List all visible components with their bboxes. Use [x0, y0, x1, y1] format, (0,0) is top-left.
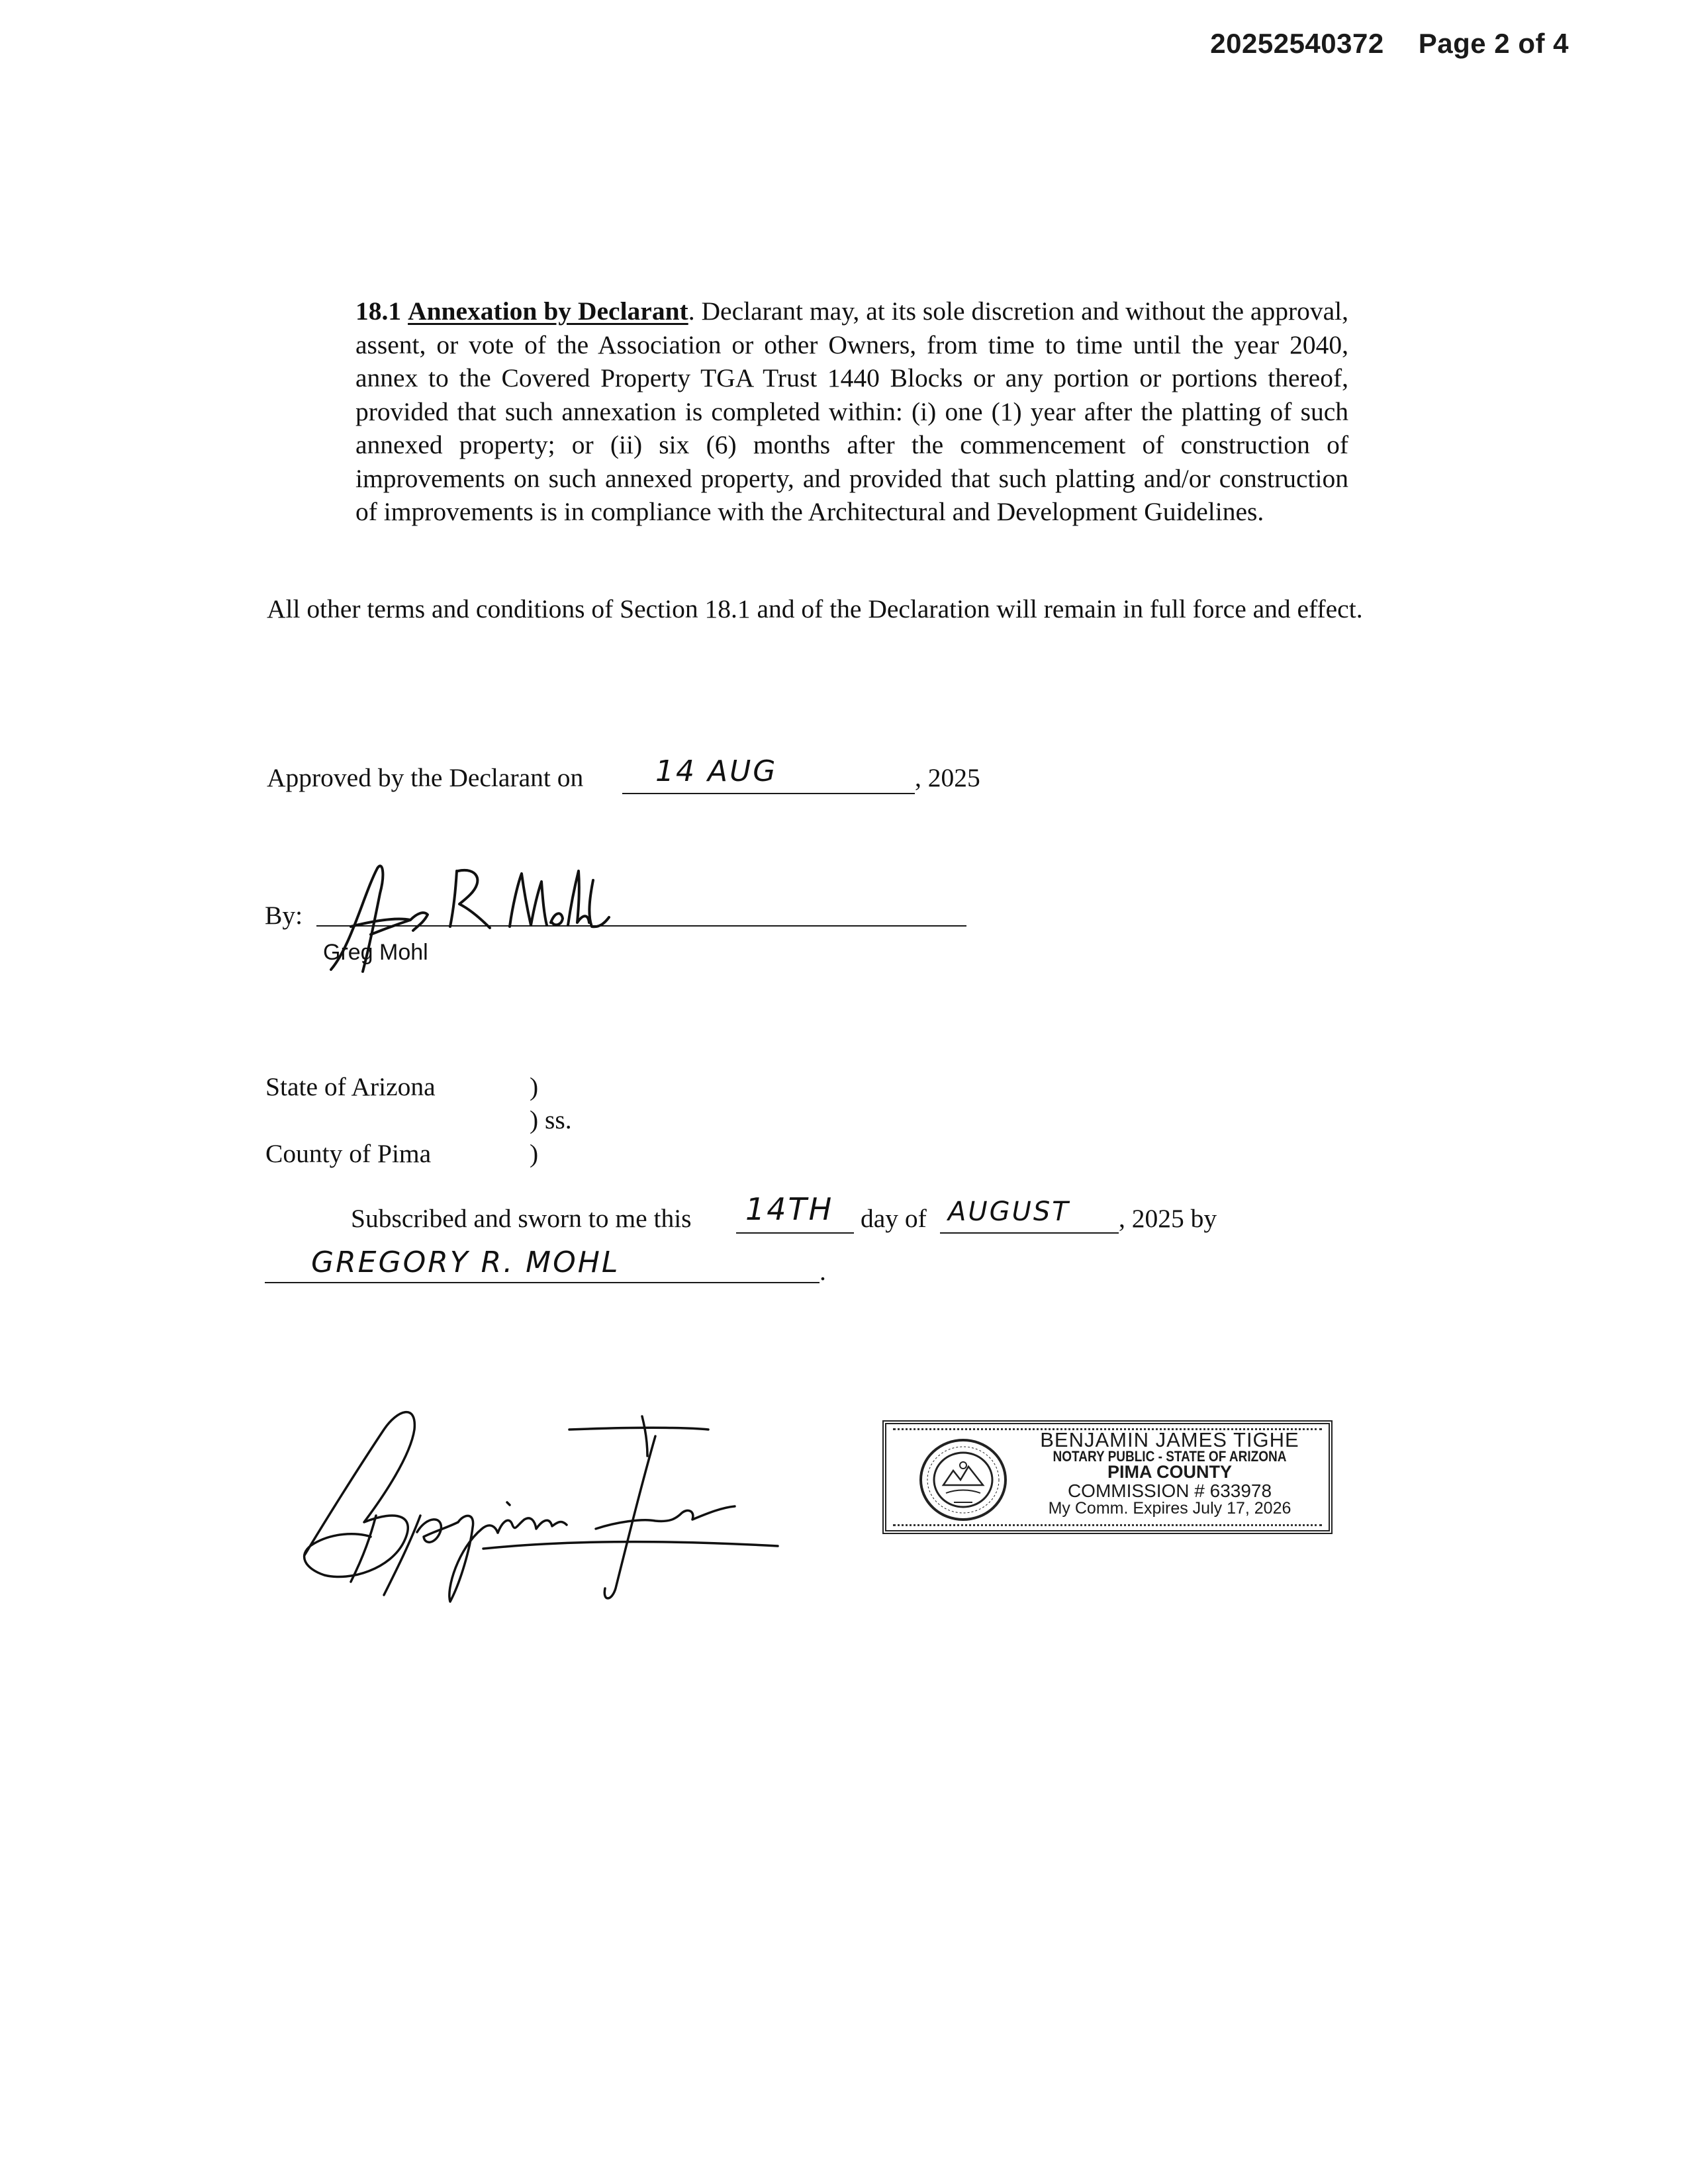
jurat-year-by: , 2025 by [1119, 1204, 1217, 1233]
notary-stamp-text [1019, 1430, 1321, 1518]
notary-expiration: My Comm. Expires July 17, 2026 [1048, 1499, 1291, 1518]
jurat-day-line [736, 1232, 854, 1234]
section-heading: Annexation by Declarant [408, 296, 688, 326]
jurat-handwritten-day: 14TH [745, 1191, 834, 1227]
jurat-end: . [820, 1257, 826, 1286]
approval-date-line [622, 793, 915, 794]
jurat-day-of: day of [861, 1204, 927, 1233]
section-18-1-paragraph [355, 295, 1348, 529]
section-number: 18.1 [355, 296, 402, 326]
venue-county: County of Pima [265, 1139, 432, 1168]
declarant-printed-name: Greg Mohl [323, 940, 428, 965]
venue-state: State of Arizona [265, 1072, 436, 1101]
arizona-seal-icon [917, 1436, 1009, 1524]
page-label: Page 2 of 4 [1418, 28, 1569, 59]
notary-signature [285, 1390, 801, 1608]
document-header [1210, 28, 1569, 60]
notary-commission: COMMISSION # 633978 [1067, 1480, 1272, 1501]
approval-label: Approved by the Declarant on [267, 763, 584, 792]
approval-handwritten-date: 14 AUG [655, 754, 778, 788]
venue-paren-3: ) [530, 1139, 539, 1168]
by-label: By: [265, 901, 303, 930]
jurat-handwritten-month: AUGUST [948, 1197, 1070, 1227]
jurat-handwritten-name: GREGORY R. MOHL [311, 1246, 620, 1279]
notary-name: BENJAMIN JAMES TIGHE [1040, 1428, 1299, 1451]
section-body: Declarant may, at its sole discretion and without the approval, assent, or vote of the Association or other Owners, from time to time until the year 2040, annex to the Covered Property TGA Trust 1440 Blocks or any portion or portions thereof, provided that such annexation is completed within: (i) one (1) year after the platting of such annexed property; or (ii) six (6) months after the commencement of construction of improvements on such annexed property, and provided that such platting and/or construction of improvements is in compliance with the Architectural and Development Guidelines. [355, 296, 1348, 526]
jurat-prefix: Subscribed and sworn to me this [351, 1204, 692, 1233]
jurat-month-line [940, 1232, 1119, 1234]
notary-stamp [882, 1420, 1333, 1534]
section-heading-end: . [688, 296, 695, 326]
notary-county: PIMA COUNTY [1107, 1461, 1232, 1482]
jurat-name-line [265, 1282, 820, 1283]
venue-paren-1: ) [530, 1072, 539, 1101]
document-number: 20252540372 [1210, 28, 1384, 59]
notary-title: NOTARY PUBLIC - STATE OF ARIZONA [1053, 1449, 1287, 1465]
closing-paragraph: All other terms and conditions of Section 18.1 and of the Declaration will remain in full force and effect. [267, 594, 1363, 623]
venue-ss: ) ss. [530, 1105, 572, 1134]
approval-year: , 2025 [915, 763, 980, 792]
